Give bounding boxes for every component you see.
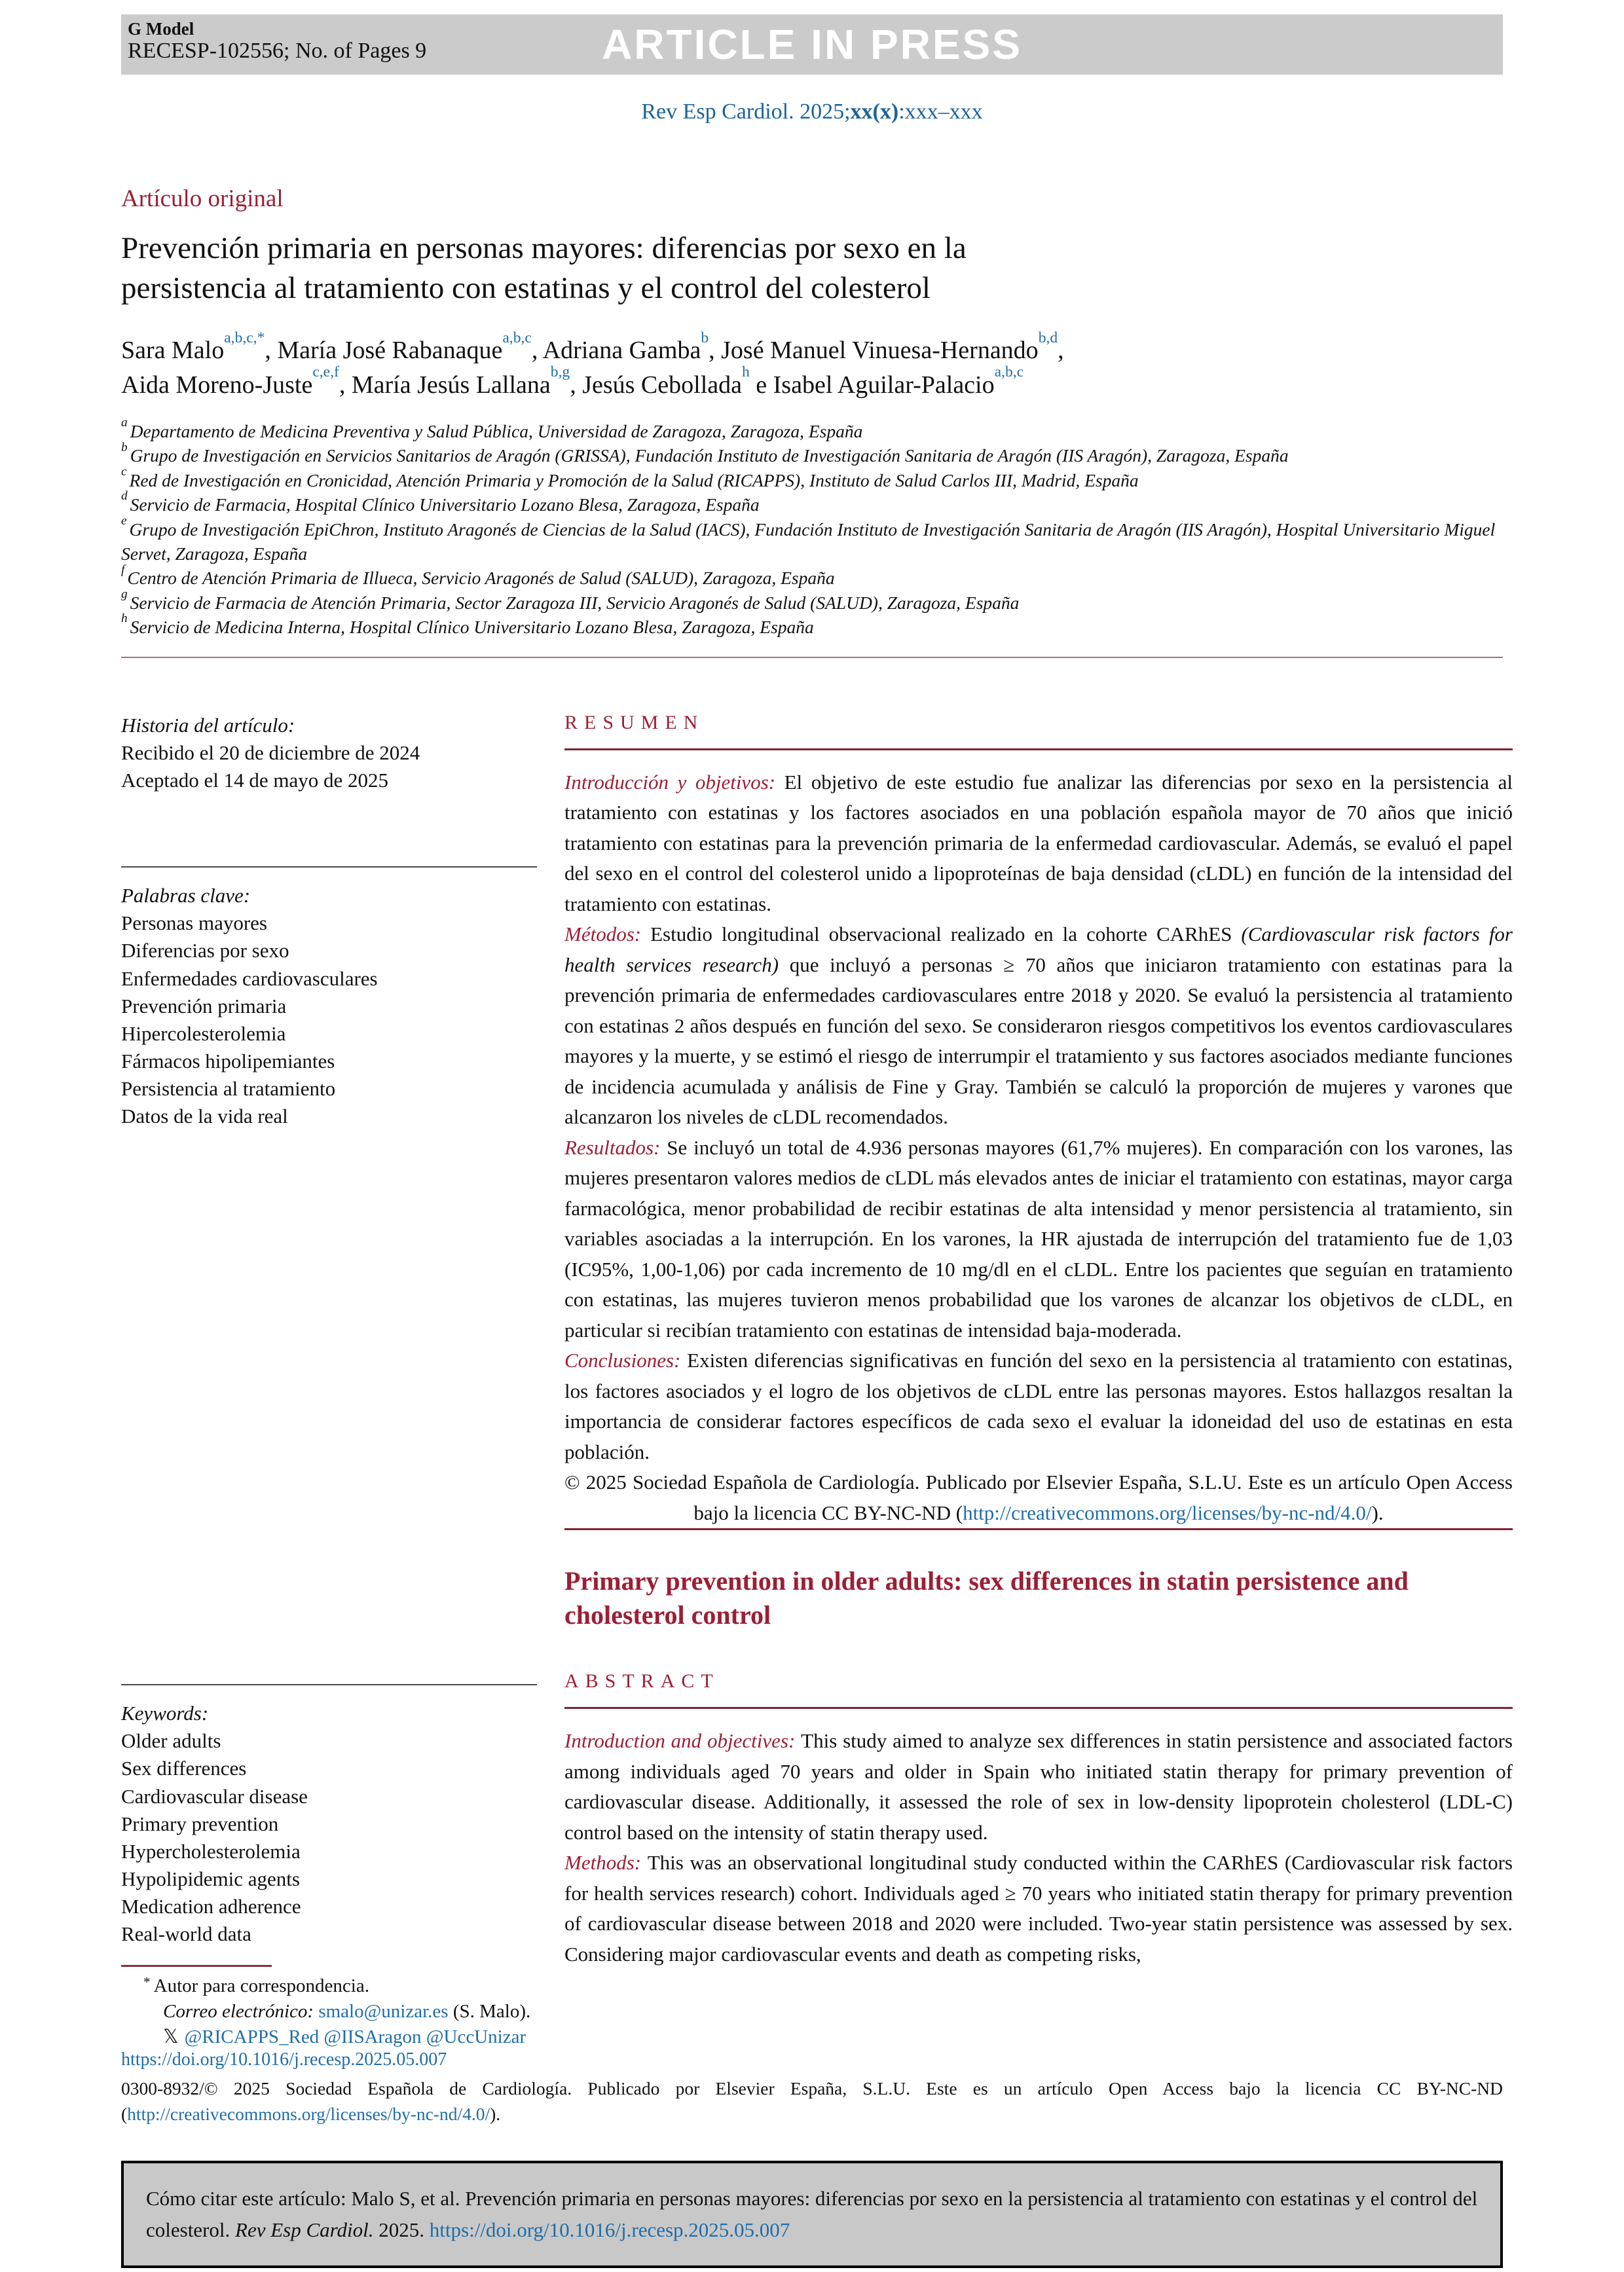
- text-run: que incluyó a personas ≥ 70 años que iniciaron tratamiento con estatinas para la prevención primaria de enfermedades cardiovasculares entre 2018 y 2020. Se evaluó la persistencia al tratamiento con estatinas 2 años después en función del sexo. Se consideraron riesgos competitivos los eventos cardiovasculares mayores y la muerte, y se estimó el riesgo de interrumpir el tratamiento y sus factores asociados mediante funciones de incidencia acumulada y análisis de Fine y Gray. También se calculó la proporción de mujeres y varones que alcanzaron los niveles de cLDL recomendados.: [564, 953, 1513, 1129]
- keyword: Persistencia al tratamiento: [121, 1077, 336, 1101]
- paragraph: [564, 1133, 1513, 1346]
- text-run: Introduction and objectives:: [564, 1729, 802, 1753]
- link[interactable]: @RICAPPS_Red @IISAragon @UccUnizar: [184, 2026, 526, 2048]
- abstract-grid-row-es: [121, 711, 1513, 1529]
- keyword: Hypercholesterolemia: [121, 1839, 301, 1863]
- keyword: Hipercolesterolemia: [121, 1021, 286, 1045]
- affiliation: $^f$ Centro de Atención Primaria de Illueca, Servicio Aragonés de Salud (SALUD), Zaragoza, España: [121, 562, 835, 589]
- keyword: Diferencias por sexo: [121, 939, 289, 962]
- paragraph: [564, 1346, 1513, 1467]
- keyword: Medication adherence: [121, 1895, 301, 1918]
- palabras-clave-rule: [121, 866, 537, 868]
- authors-line: [121, 329, 1503, 402]
- text-run: Se incluyó un total de 4.936 personas mayores (61,7% mujeres). En comparación con los varones, las mujeres presentaron valores medios de cLDL más elevados antes de iniciar el tratamiento con estatinas, mayor carga farmacológica, menor probabilidad de recibir estatinas de alta intensidad y menor persistencia al tratamiento, sin variables asociadas a la interrupción. En los varones, la HR ajustada de interrupción del tratamiento fue de 1,03 (IC95%, 1,00-1,06) por cada incremento de 10 mg/dl en el cLDL. Entre los pacientes que seguían en tratamiento con estatinas, las mujeres tuvieron menos probabilidad que los varones de alcanzar los objetivos de cLDL, en particular si recibían tratamiento con estatinas de intensidad baja-moderada.: [564, 1135, 1513, 1342]
- resumen-heading: RESUMEN: [564, 711, 705, 733]
- manuscript-id: RECESP-102556; No. of Pages 9: [128, 39, 427, 64]
- affiliation: $^g$ Servicio de Farmacia de Atención Primaria, Sector Zaragoza III, Servicio Aragonés de Salud (SALUD), Zaragoza, España: [121, 587, 1020, 613]
- abstract-paragraphs: [564, 1726, 1513, 1970]
- text-run: Autor para correspondencia.: [153, 1975, 369, 1997]
- text-run: xx(x): [850, 100, 899, 124]
- text-run: :xxx–xxx: [898, 100, 983, 124]
- author-affiliation-superscript: b,d: [1038, 329, 1058, 346]
- text-run: Correo electrónico:: [163, 2000, 319, 2022]
- text-run: Cómo citar este artículo: Malo S, et al. Prevención primaria en personas mayores: diferencias por sexo en la persistencia al tratamiento con estatinas y el control del colesterol.: [146, 2187, 1478, 2242]
- citation-box: [121, 2161, 1503, 2268]
- text-run: Estudio longitudinal observacional realizado en la cohorte CARhES: [650, 923, 1242, 946]
- keyword: Real-world data: [121, 1922, 251, 1946]
- text-run: Rev Esp Cardiol.: [235, 2218, 374, 2242]
- author-name: Aida Moreno-Juste: [121, 371, 313, 399]
- link[interactable]: https://doi.org/10.1016/j.recesp.2025.05.007: [429, 2218, 790, 2242]
- social-handles-line: [121, 2024, 537, 2049]
- text-run: © 2025 Sociedad Española de Cardiología. Publicado por Elsevier España, S.L.U. Este es un artículo Open Access bajo la licencia CC BY-NC-ND (: [564, 1471, 1513, 1524]
- title-line: Prevención primaria en personas mayores: diferencias por sexo en la: [121, 231, 967, 265]
- keyword: Hypolipidemic agents: [121, 1867, 300, 1891]
- author-affiliation-superscript: a,b,c: [502, 329, 532, 346]
- abstract-section: [564, 1528, 1513, 2049]
- corresponding-author-line: [121, 1973, 537, 1998]
- text-run: Resultados:: [564, 1135, 667, 1159]
- article-meta-column: [121, 712, 537, 1529]
- manuscript-info: [128, 19, 426, 64]
- link[interactable]: http://creativecommons.org/licenses/by-nc-nd/4.0/: [963, 1501, 1372, 1524]
- paragraph: [564, 1726, 1513, 1848]
- text-run: 2025.: [373, 2218, 430, 2242]
- resumen-section: [564, 712, 1513, 1529]
- author-name: , María José Rabanaque: [265, 337, 503, 365]
- title-line: Primary prevention in older adults: sex differences in statin persistence and: [564, 1566, 1409, 1596]
- author-separator: ,: [1058, 337, 1064, 365]
- author-name: , José Manuel Vinuesa-Hernando: [709, 337, 1039, 365]
- footnote-rule: [121, 1965, 272, 1967]
- keywords-label: Keywords:: [121, 1702, 209, 1725]
- title-line: persistencia al tratamiento con estatinas y el control del colesterol: [121, 271, 931, 306]
- paragraph: [564, 1848, 1513, 1970]
- text-run: Existen diferencias significativas en función del sexo en la persistencia al tratamiento con estatinas, los factores asociados y el logro de los objetivos de cLDL entre las personas mayores. Estos hallazgos resaltan la importancia de considerar factores específicos de cada sexo el evaluar la idoneidad del uso de estatinas en esta población.: [564, 1349, 1513, 1463]
- article-title-en: [564, 1564, 1513, 1632]
- affiliation: $^c$ Red de Investigación en Cronicidad, Atención Primaria y Promoción de la Salud (RICAPPS), Instituto de Salud Carlos III, Madrid, España: [121, 464, 1139, 490]
- text-run: El objetivo de este estudio fue analizar las diferencias por sexo en la persistencia al tratamiento con estatinas y los factores asociados en una población española mayor de 70 años que inició tratamiento con estatinas para la prevención primaria de la enfermedad cardiovascular. Además, se evaluó el papel del sexo en el control del colesterol unido a lipoproteínas de baja densidad (cLDL) en función de la intensidad del tratamiento con estatinas.: [564, 770, 1513, 915]
- palabras-clave-label: Palabras clave:: [121, 884, 251, 907]
- issn-copyright-line: [121, 2076, 1503, 2127]
- text-run: Métodos:: [564, 923, 651, 946]
- resumen-paragraphs: [564, 767, 1513, 1529]
- article-title-es: [121, 229, 1503, 308]
- keyword: Fármacos hipolipemiantes: [121, 1049, 335, 1072]
- keywords-list: [121, 1727, 537, 1948]
- article-in-press-banner: [121, 14, 1503, 75]
- paragraph: [564, 767, 1513, 920]
- affiliation: $^d$ Servicio de Farmacia, Hospital Clínico Universitario Lozano Blesa, Zaragoza, España: [121, 489, 760, 515]
- author-affiliation-superscript: c,e,f: [312, 363, 339, 381]
- text-run: (S. Malo).: [448, 2000, 531, 2022]
- author-name: e Isabel Aguilar-Palacio: [749, 371, 995, 399]
- link[interactable]: smalo@unizar.es: [318, 2000, 449, 2022]
- affiliation: $^b$ Grupo de Investigación en Servicios Sanitarios de Aragón (GRISSA), Fundación Instituto de Investigación Sanitaria de Aragón (IIS Aragón), Zaragoza, España: [121, 440, 1289, 466]
- keywords-rule: [121, 1684, 537, 1685]
- article-history: [121, 739, 537, 794]
- author-affiliation-superscript: b: [701, 329, 709, 346]
- author-name: , María Jesús Lallana: [339, 371, 551, 399]
- link[interactable]: https://doi.org/10.1016/j.recesp.2025.05.007: [121, 2049, 447, 2070]
- text-run: ).: [490, 2104, 501, 2125]
- author-name: , Jesús Cebollada: [570, 371, 742, 399]
- keywords-column: [121, 1528, 537, 2049]
- resumen-end-rule: [564, 1528, 1513, 1530]
- doi-line: [121, 2049, 1503, 2070]
- corresponding-author-footnote: [121, 1965, 537, 2049]
- journal-citation: [121, 100, 1503, 124]
- link[interactable]: http://creativecommons.org/licenses/by-nc-nd/4.0/: [127, 2104, 490, 2125]
- author-name: Sara Malo: [121, 337, 225, 365]
- history-line: Aceptado el 14 de mayo de 2025: [121, 768, 389, 792]
- abstract-heading: ABSTRACT: [564, 1670, 720, 1693]
- affiliation: $^h$ Servicio de Medicina Interna, Hospital Clínico Universitario Lozano Blesa, Zaragoza, España: [121, 612, 814, 638]
- text-run: Methods:: [564, 1851, 648, 1875]
- keyword: Prevención primaria: [121, 994, 287, 1017]
- keyword: Sex differences: [121, 1757, 247, 1780]
- history-line: Recibido el 20 de diciembre de 2024: [121, 741, 420, 764]
- keyword: Older adults: [121, 1729, 221, 1753]
- article-in-press-text: ARTICLE IN PRESS: [602, 21, 1022, 68]
- article-type-label: Artículo original: [121, 185, 284, 212]
- text-run: Introducción y objetivos:: [564, 770, 784, 794]
- text-run: 0300-8932/© 2025 Sociedad Española de Cardiología. Publicado por Elsevier España, S.L.U. Este es un artículo Open Access bajo la licencia CC BY-NC-ND (: [121, 2078, 1503, 2125]
- text-run: Rev Esp Cardiol. 2025;: [641, 100, 851, 124]
- page-footer: [121, 2049, 1503, 2272]
- header-divider-rule: [121, 657, 1503, 658]
- affiliation: $^e$ Grupo de Investigación EpiChron, Instituto Aragonés de Ciencias de la Salud (IACS), Fundación Instituto de Investigación Sanitaria de Aragón (IIS Aragón), Hospital Universitario Miguel Servet, Zaragoza, España: [121, 513, 1496, 564]
- keyword: Enfermedades cardiovasculares: [121, 966, 378, 990]
- resumen-rule: [564, 748, 1513, 750]
- text-run: This study aimed to analyze sex differences in statin persistence and associated factors among individuals aged 70 years and older in Spain who initiated statin therapy for primary prevention of cardiovascular disease. Additionally, it assessed the role of sex in low-density lipoprotein cholesterol (LDL-C) control based on the intensity of statin therapy used.: [564, 1729, 1513, 1844]
- paragraph: [564, 1467, 1513, 1528]
- text-run: 𝕏: [163, 2025, 185, 2048]
- author-name: , Adriana Gamba: [531, 337, 701, 365]
- author-affiliation-superscript: a,b,c: [994, 363, 1024, 381]
- keyword: Primary prevention: [121, 1812, 279, 1835]
- author-affiliation-superscript: h: [742, 363, 750, 381]
- palabras-clave-list: [121, 909, 537, 1130]
- affiliations-list: [121, 416, 1503, 640]
- affiliation: $^a$ Departamento de Medicina Preventiva y Salud Pública, Universidad de Zaragoza, Zaragoza, España: [121, 416, 863, 442]
- keyword: Datos de la vida real: [121, 1105, 288, 1128]
- title-line: cholesterol control: [564, 1600, 771, 1630]
- text-run: ).: [1371, 1501, 1384, 1524]
- corresponding-email-line: [121, 1999, 537, 2024]
- text-run: (Cardiovascular risk factors for health services research): [564, 923, 1513, 976]
- keyword: Personas mayores: [121, 911, 267, 935]
- text-run: *: [143, 1974, 154, 1990]
- text-run: This was an observational longitudinal study conducted within the CARhES (Cardiovascular risk factors for health services research) cohort. Individuals aged ≥ 70 years who initiated statin therapy for primary prevention of cardiovascular disease between 2018 and 2020 were included. Two-year statin persistence was assessed by sex. Considering major cardiovascular events and death as competing risks,: [564, 1851, 1513, 1966]
- article-history-label: Historia del artículo:: [121, 713, 295, 737]
- abstract-rule: [564, 1707, 1513, 1709]
- author-affiliation-superscript: b,g: [550, 363, 570, 381]
- keyword: Cardiovascular disease: [121, 1784, 308, 1808]
- author-affiliation-superscript: a,b,c,*: [224, 329, 265, 346]
- text-run: Conclusiones:: [564, 1349, 688, 1372]
- paragraph: [564, 919, 1513, 1133]
- abstract-grid-row-en: [121, 1528, 1513, 2049]
- g-model-label: G Model: [128, 19, 194, 39]
